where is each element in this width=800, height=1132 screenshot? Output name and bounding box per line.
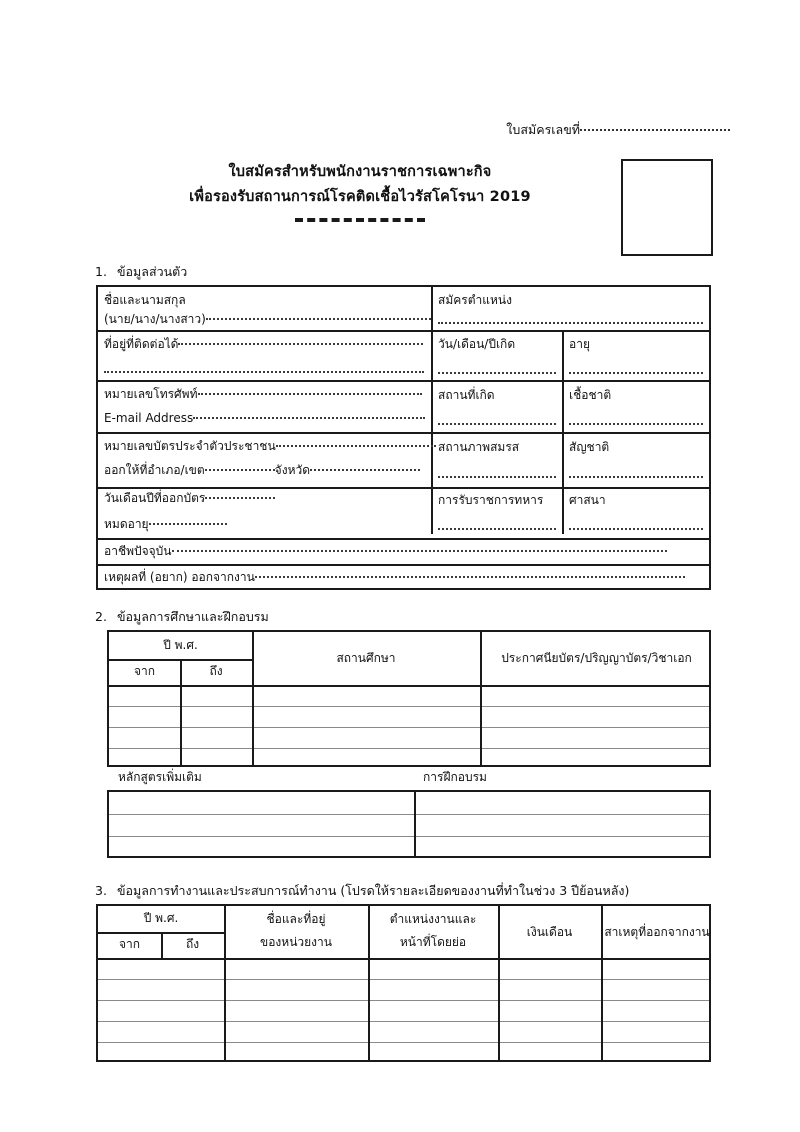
reason-leaving-field[interactable]	[104, 570, 685, 584]
header-divider	[98, 958, 709, 960]
ethnicity-label: เชื้อชาติ	[569, 388, 612, 402]
nationality-label: สัญชาติ	[569, 440, 610, 454]
email-label: E-mail Address	[104, 411, 194, 425]
position-applied-input[interactable]	[438, 322, 703, 324]
religion-input[interactable]	[569, 528, 703, 530]
military-service-label: การรับราชการทหาร	[438, 493, 544, 507]
education-table	[107, 630, 711, 767]
phone-label: หมายเลขโทรศัพท์	[104, 387, 198, 401]
section-2-heading	[95, 607, 269, 627]
row-divider	[109, 727, 709, 728]
row-divider	[98, 979, 709, 980]
province-label: จังหวัด	[274, 463, 311, 477]
training-label: การฝึกอบรม	[423, 770, 487, 784]
military-service-input[interactable]	[438, 528, 556, 530]
personal-info-table	[96, 285, 711, 590]
row-divider	[98, 1021, 709, 1022]
row-divider	[98, 380, 709, 382]
column-divider	[431, 287, 433, 534]
title-divider	[295, 218, 425, 222]
name-prefix-field[interactable]	[104, 312, 431, 326]
from-header: จาก	[133, 664, 156, 678]
id-issued-place-field[interactable]	[104, 463, 420, 477]
row-divider	[98, 538, 709, 540]
age-label: อายุ	[569, 337, 590, 351]
phone-field[interactable]	[104, 387, 422, 401]
form-title-line-2: เพื่อรองรับสถานการณ์โรคติดเชื้อไวรัสโคโรนา 2019	[189, 189, 531, 205]
current-occupation-label: อาชีพปัจจุบัน	[104, 544, 172, 558]
marital-status-label: สถานภาพสมรส	[438, 440, 520, 454]
header-divider	[109, 685, 709, 687]
to-header: ถึง	[209, 664, 223, 678]
address-field-line2[interactable]	[104, 371, 424, 373]
row-divider	[98, 432, 709, 434]
nationality-input[interactable]	[569, 476, 703, 478]
training-table	[107, 790, 711, 858]
column-divider	[368, 906, 370, 1060]
application-number-row	[0, 120, 730, 140]
application-number-label: ใบสมัครเลขที่	[506, 122, 580, 137]
id-card-field[interactable]	[104, 439, 436, 453]
birthdate-input[interactable]	[438, 372, 556, 374]
issue-date-label: วันเดือนปีที่ออกบัตร	[104, 491, 206, 505]
year-group-header: ปี พ.ศ.	[143, 911, 179, 925]
institution-header: สถานศึกษา	[336, 651, 396, 665]
to-header: ถึง	[185, 937, 200, 951]
full-name-label: ชื่อและนามสกุล	[104, 293, 186, 307]
reason-leaving-label: เหตุผลที่ (อยาก) ออกจากงาน	[104, 570, 255, 584]
employer-header-line-2: ของหน่วยงาน	[260, 935, 332, 949]
email-field[interactable]	[104, 411, 425, 425]
from-header: จาก	[118, 937, 141, 951]
ethnicity-input[interactable]	[569, 423, 703, 425]
salary-header: เงินเดือน	[526, 925, 573, 939]
address-field[interactable]	[104, 337, 423, 351]
expiry-label: หมดอายุ	[104, 517, 149, 531]
id-issue-date-field[interactable]	[104, 491, 275, 505]
section-2-title: ข้อมูลการศึกษาและฝึกอบรม	[117, 609, 269, 624]
age-input[interactable]	[569, 372, 703, 374]
right-column-divider	[562, 330, 564, 534]
form-title-line-1: ใบสมัครสำหรับพนักงานราชการเฉพาะกิจ	[228, 164, 492, 180]
row-divider	[109, 814, 709, 815]
current-occupation-field[interactable]	[104, 544, 667, 558]
row-divider	[98, 564, 709, 566]
section-3-number: 3.	[95, 883, 107, 898]
application-number-input[interactable]	[580, 129, 730, 131]
section-1-number: 1.	[95, 264, 107, 279]
row-divider	[109, 706, 709, 707]
year-group-header: ปี พ.ศ.	[163, 638, 198, 652]
marital-status-input[interactable]	[438, 476, 556, 478]
additional-courses-label: หลักสูตรเพิ่มเติม	[118, 770, 202, 784]
reason-header: สาเหตุที่ออกจากงาน	[604, 925, 710, 939]
photo-box[interactable]	[621, 159, 713, 256]
birthplace-label: สถานที่เกิด	[438, 388, 495, 402]
form-title-block	[120, 160, 600, 222]
position-header-line-2: หน้าที่โดยย่อ	[399, 935, 467, 949]
row-divider	[98, 487, 709, 489]
position-header-line-1: ตำแหน่งงานและ	[389, 912, 477, 926]
religion-label: ศาสนา	[569, 493, 606, 507]
position-applied-label: สมัครตำแหน่ง	[438, 293, 512, 307]
section-3-heading	[95, 881, 629, 901]
id-expiry-field[interactable]	[104, 517, 227, 531]
work-experience-table	[96, 904, 711, 1062]
column-divider	[224, 906, 226, 1060]
birthplace-input[interactable]	[438, 423, 556, 425]
row-divider	[109, 748, 709, 749]
address-label: ที่อยู่ที่ติดต่อได้	[104, 337, 179, 351]
row-divider	[109, 836, 709, 837]
name-prefix-label: (นาย/นาง/นางสาว)	[104, 312, 206, 326]
section-3-title: ข้อมูลการทำงานและประสบการณ์ทำงาน (โปรดให้รายละเอียดของงานที่ทำในช่วง 3 ปีย้อนหลัง)	[117, 883, 630, 898]
section-2-number: 2.	[95, 609, 107, 624]
id-card-label: หมายเลขบัตรประจำตัวประชาชน	[104, 439, 276, 453]
section-1-title: ข้อมูลส่วนตัว	[117, 264, 188, 279]
row-divider	[98, 1000, 709, 1001]
row-divider	[98, 1042, 709, 1043]
employer-header-line-1: ชื่อและที่อยู่	[266, 912, 326, 926]
certificate-header: ประกาศนียบัตร/ปริญญาบัตร/วิชาเอก	[501, 651, 692, 665]
row-divider	[98, 330, 709, 332]
issued-at-label: ออกให้ที่อำเภอ/เขต	[104, 463, 205, 477]
birthdate-label: วัน/เดือน/ปีเกิด	[438, 337, 516, 351]
section-1-heading	[95, 262, 187, 282]
column-divider	[414, 792, 416, 856]
